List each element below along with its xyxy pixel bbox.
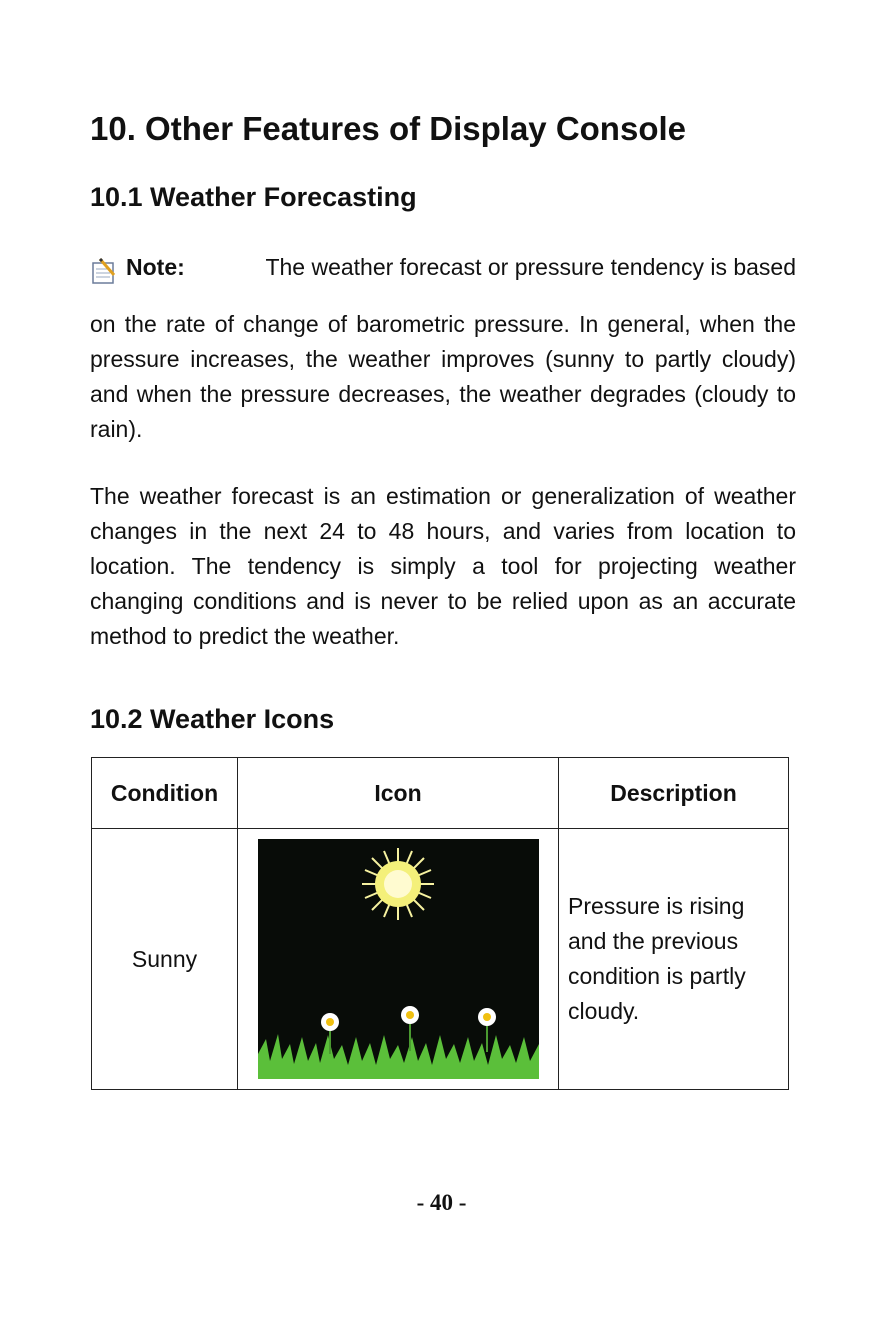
sunny-flowers-icon	[258, 839, 539, 1079]
page-number: - 40 -	[416, 1190, 467, 1215]
header-condition: Condition	[92, 758, 238, 829]
note-label: Note:	[126, 254, 185, 280]
section-heading-weather-forecasting: 10.1 Weather Forecasting	[90, 182, 417, 212]
forecast-paragraph: The weather forecast is an estimation or generalization of weather changes in the next 24 to 48 hours, and varies from location to location. The tendency is simply a tool for projecting weather changing conditions and is never to be relied upon as an accurate method to predict the weather.	[90, 483, 796, 649]
note-body: on the rate of change of barometric pressure. In general, when the pressure increases, the weather improves (sunny to partly cloudy) and when the pressure decreases, the weather degrades (cloudy to rain).	[90, 311, 796, 442]
header-icon: Icon	[238, 758, 559, 829]
weather-icons-table	[91, 757, 789, 1090]
section-heading-weather-icons: 10.2 Weather Icons	[90, 704, 335, 734]
table-row	[92, 829, 789, 1090]
table-header-row	[92, 758, 789, 829]
note-icon	[90, 257, 118, 285]
description-cell: Pressure is rising and the previous condition is partly cloudy.	[559, 829, 789, 1090]
note-first-line: The weather forecast or pressure tendency is based	[265, 254, 796, 280]
header-description: Description	[559, 758, 789, 829]
page-title: 10. Other Features of Display Console	[90, 110, 686, 147]
condition-cell: Sunny	[92, 829, 238, 1090]
note-paragraph	[90, 250, 796, 285]
icon-cell	[238, 829, 559, 1090]
